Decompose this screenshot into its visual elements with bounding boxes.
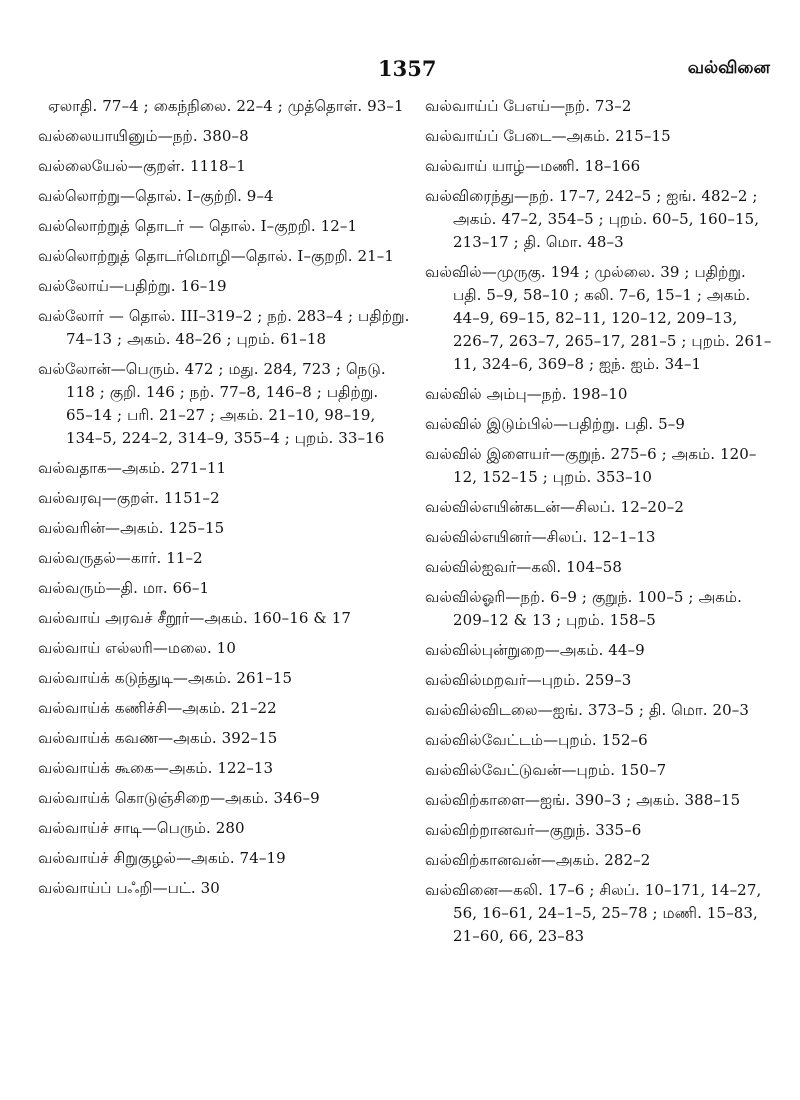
index-entry: ஏலாதி. 77–4 ; கைந்நிலை. 22–4 ; முத்தொள். 93–1 <box>48 97 404 115</box>
index-entry: வல்வில்எயினர்—சிலப். 12–1–13 <box>425 528 656 546</box>
index-entry: வல்வாய் எல்லரி—மலை. 10 <box>38 639 236 657</box>
index-entry: வல்லையேல்—குறள். 1118–1 <box>38 157 246 175</box>
index-entry: வல்லோர் — தொல். III–319–2 ; நற். 283–4 ; பதிற்று. 74–13 ; அகம். 48–26 ; புறம். 61–18 <box>38 307 410 348</box>
index-entry: வல்வில்எயின்கடன்—சிலப். 12–20–2 <box>425 498 684 516</box>
index-entry: வல்வரும்—தி. மா. 66–1 <box>38 579 210 597</box>
index-entry: வல்விற்காளை—ஐங். 390–3 ; அகம். 388–15 <box>425 791 741 809</box>
index-entry: வல்லொற்றுத் தொடர் — தொல். I–குறறி. 12–1 <box>38 217 358 235</box>
index-entry: வல்லோய்—பதிற்று. 16–19 <box>38 277 227 295</box>
index-entry: வல்வில்—முருகு. 194 ; முல்லை. 39 ; பதிற்று. பதி. 5–9, 58–10 ; கலி. 7–6, 15–1 ; அகம். 44–9, 69–15, 82–11, 120–12, 209–13, 226–7, 263–7, 265–17, 281–5 ; புறம். 261–11, 324–6, 369–8 ; ஐந். ஐம். 34–1 <box>425 263 772 373</box>
index-entry: வல்வாய்ப் பேடை—அகம். 215–15 <box>425 127 671 145</box>
page-number: 1357 <box>378 56 437 81</box>
running-head: வல்வினை <box>687 58 770 78</box>
index-entry: வல்வாய் யாழ்—மணி. 18–166 <box>425 157 641 175</box>
index-entry: வல்வில்வேட்டம்—புறம். 152–6 <box>425 731 648 749</box>
index-entry: வல்விரைந்து—நற். 17–7, 242–5 ; ஐங். 482–2 ; அகம். 47–2, 354–5 ; புறம். 60–5, 160–15, 213–17 ; தி. மொ. 48–3 <box>425 187 760 251</box>
index-entry: வல்வாய்க் கொடுஞ்சிறை—அகம். 346–9 <box>38 789 320 807</box>
index-entry: வல்லோன்—பெரும். 472 ; மது. 284, 723 ; நெடு. 118 ; குறி. 146 ; நற். 77–8, 146–8 ; பதிற்று. 65–14 ; பரி. 21–27 ; அகம். 21–10, 98–19, 134–5, 224–2, 314–9, 355–4 ; புறம். 33–16 <box>38 360 386 447</box>
index-entry: வல்வருதல்—கார். 11–2 <box>38 549 203 567</box>
index-entry: வல்லொற்றுத் தொடர்மொழி—தொல். I–குறறி. 21–1 <box>38 247 394 265</box>
index-entry: வல்வில்மறவர்—புறம். 259–3 <box>425 671 632 689</box>
index-entry: வல்வாய்ச் சாடி—பெரும். 280 <box>38 819 245 837</box>
index-entry: வல்வாய்க் கூகை—அகம். 122–13 <box>38 759 274 777</box>
index-entry: வல்லொற்று—தொல். I–குற்றி. 9–4 <box>38 187 274 205</box>
index-entry: வல்வில்ஓரி—நற். 6–9 ; குறுந். 100–5 ; அகம். 209–12 & 13 ; புறம். 158–5 <box>425 588 742 629</box>
index-entry: வல்வில்புன்றுறை—அகம். 44–9 <box>425 641 645 659</box>
index-entry: வல்விற்றானவர்—குறுந். 335–6 <box>425 821 642 839</box>
index-entry: வல்விற்கானவன்—அகம். 282–2 <box>425 851 651 869</box>
index-entry: வல்வில்விடலை—ஐங். 373–5 ; தி. மொ. 20–3 <box>425 701 750 719</box>
index-entry: வல்வில்ஐவர்—கலி. 104–58 <box>425 558 622 576</box>
index-entry: வல்வில்வேட்டுவன்—புறம். 150–7 <box>425 761 667 779</box>
index-entry: வல்லையாயினும்—நற். 380–8 <box>38 127 249 145</box>
left-column <box>38 95 410 1060</box>
index-entry: வல்வில் இடும்பில்—பதிற்று. பதி. 5–9 <box>425 415 685 433</box>
page-header <box>0 50 800 86</box>
right-column <box>425 95 775 1060</box>
index-entry: வல்வில் இளையர்—குறுந். 275–6 ; அகம். 120–12, 152–15 ; புறம். 353–10 <box>425 445 757 486</box>
index-entry: வல்வாய்ப் பேஎய்—நற். 73–2 <box>425 97 632 115</box>
index-entry: வல்வில் அம்பு—நற். 198–10 <box>425 385 628 403</box>
index-entry: வல்வாய்ப் பஃறி—பட். 30 <box>38 879 220 897</box>
index-entry: வல்வாய்க் கணிச்சி—அகம். 21–22 <box>38 699 277 717</box>
index-entry: வல்வினை—கலி. 17–6 ; சிலப். 10–171, 14–27, 56, 16–61, 24–1–5, 25–78 ; மணி. 15–83, 21–60, 66, 23–83 <box>425 881 762 945</box>
index-entry: வல்வாய்ச் சிறுகுழல்—அகம். 74–19 <box>38 849 286 867</box>
index-entry: வல்வரின்—அகம். 125–15 <box>38 519 225 537</box>
index-entry: வல்வாய்க் கவண—அகம். 392–15 <box>38 729 278 747</box>
index-entry: வல்வாய் அரவச் சீறூர்—அகம். 160–16 & 17 <box>38 609 352 627</box>
index-entry: வல்வதாக—அகம். 271–11 <box>38 459 227 477</box>
index-entry: வல்வாய்க் கடுந்துடி—அகம். 261–15 <box>38 669 293 687</box>
index-entry: வல்வரவு—குறள். 1151–2 <box>38 489 220 507</box>
